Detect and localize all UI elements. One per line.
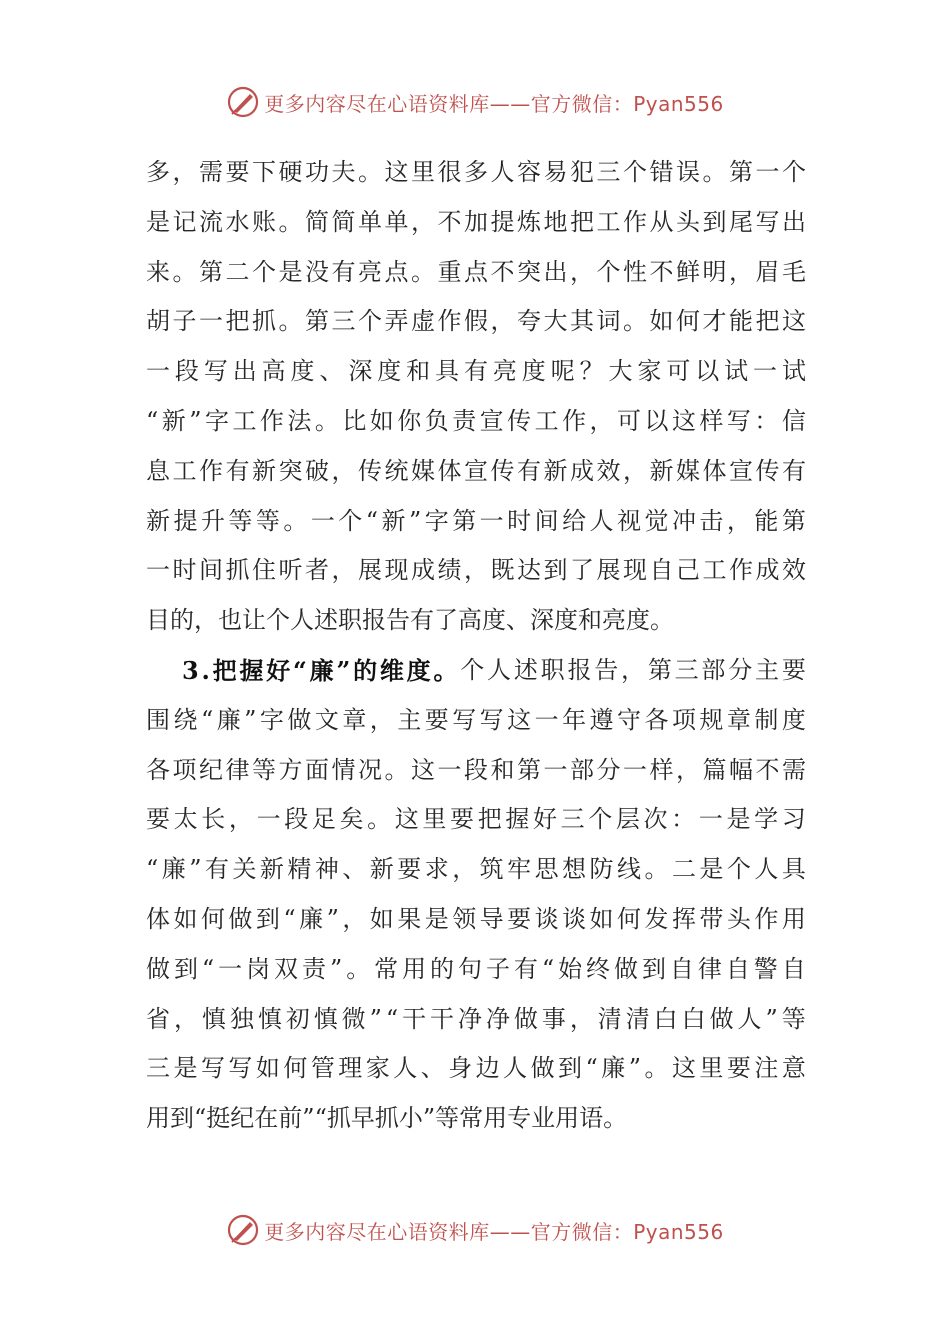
text-line: 多 ， 需 要 下 硬 功 夫 。 这 里 很 多 人 容 易 犯 三 个 错 误 。 第 一 个 [146, 158, 806, 186]
text-line: 息 工 作 有 新 突 破 ， 传 统 媒 体 宣 传 有 新 成 效 ， 新 媒 体 宣 传 有 [146, 456, 806, 485]
text-line: 是 记 流 水 账 。 简 简 单 单 ， 不 加 提 炼 地 把 工 作 从 头 到 尾 写 出 [146, 207, 806, 236]
header-banner [0, 82, 950, 122]
text-line: 3 . 把 握 好 “ 廉 ” 的 维 度 。 个 人 述 职 报 告 ， 第 三 部 分 主 要 [182, 655, 806, 685]
text-line: 用 到 “ 挺 纪 在 前 ” “ 抓 早 抓 小 ” 等 常 用 专 业 用 语 。 [146, 1104, 628, 1133]
text-line: 要 太 长 ， 一 段 足 矣 。 这 里 要 把 握 好 三 个 层 次 ： 一 是 学 习 [146, 805, 806, 834]
text-line: 一 段 写 出 高 度 、 深 度 和 具 有 亮 度 呢 ？ 大 家 可 以 试 一 试 [146, 357, 806, 386]
text-line: 省 ， 慎 独 慎 初 慎 微 ” “ 干 干 净 净 做 事 ， 清 清 白 白 做 人 ” 等 [146, 1004, 806, 1033]
text-line: “ 新 ” 字 工 作 法 。 比 如 你 负 责 宣 传 工 作 ， 可 以 这 样 写 ： 信 [146, 406, 806, 435]
quill-logo-icon [226, 85, 260, 119]
header-banner-text: 更多内容尽在心语资料库——官方微信：Pyan556 [264, 91, 724, 116]
text-line: 体 如 何 做 到 “ 廉 ” ， 如 果 是 领 导 要 谈 谈 如 何 发 挥 带 头 作 用 [146, 904, 806, 933]
text-line: 三 是 写 写 如 何 管 理 家 人 、 身 边 人 做 到 “ 廉 ” 。 这 里 要 注 意 [146, 1054, 806, 1083]
text-line: 目 的 ， 也 让 个 人 述 职 报 告 有 了 高 度 、 深 度 和 亮 度 。 [146, 606, 674, 635]
text-line: 胡 子 一 把 抓 。 第 三 个 弄 虚 作 假 ， 夸 大 其 词 。 如 何 才 能 把 这 [146, 307, 806, 336]
text-line: “ 廉 ” 有 关 新 精 神 、 新 要 求 ， 筑 牢 思 想 防 线 。 二 是 个 人 具 [146, 855, 806, 884]
text-line: 来 。 第 二 个 是 没 有 亮 点 。 重 点 不 突 出 ， 个 性 不 鲜 明 ， 眉 毛 [146, 257, 806, 286]
text-line: 新 提 升 等 等 。 一 个 “ 新 ” 字 第 一 时 间 给 人 视 觉 冲 击 ， 能 第 [146, 506, 806, 535]
footer-banner-text: 更多内容尽在心语资料库——官方微信：Pyan556 [264, 1219, 724, 1244]
text-line: 各 项 纪 律 等 方 面 情 况 。 这 一 段 和 第 一 部 分 一 样 ， 篇 幅 不 需 [146, 755, 806, 784]
quill-logo-icon [226, 1213, 260, 1247]
document-body [146, 148, 806, 1144]
text-line: 围 绕 “ 廉 ” 字 做 文 章 ， 主 要 写 写 这 一 年 遵 守 各 项 规 章 制 度 [146, 705, 806, 734]
footer-banner [0, 1210, 950, 1250]
text-line: 一 时 间 抓 住 听 者 ， 展 现 成 绩 ， 既 达 到 了 展 现 自 己 工 作 成 效 [146, 556, 806, 585]
text-line: 做 到 “ 一 岗 双 责 ” 。 常 用 的 句 子 有 “ 始 终 做 到 自 律 自 警 自 [146, 954, 806, 983]
